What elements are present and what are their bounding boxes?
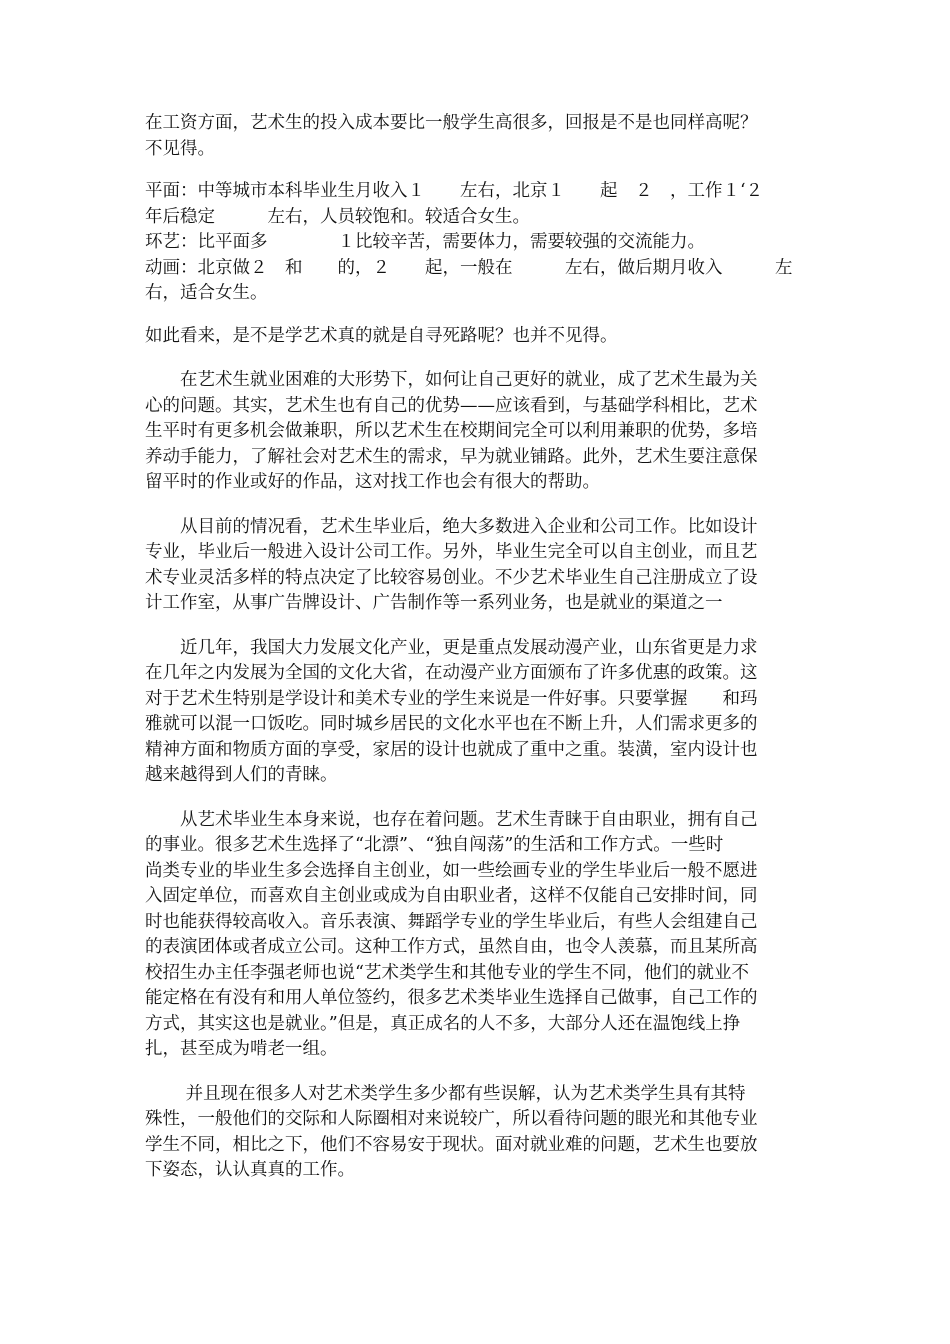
paragraph-major-incomes xyxy=(145,179,805,307)
text-line: 如此看来，是不是学艺术真的就是自寻死路呢？也并不见得。 xyxy=(145,325,618,346)
text-line: 专业，毕业后一般进入设计公司工作。另外，毕业生完全可以自主创业，而且艺 xyxy=(145,542,758,562)
text-line: 越来越得到人们的青睐。 xyxy=(145,765,338,785)
text-line: 在工资方面，艺术生的投入成本要比一般学生高很多，回报是不是也同样高呢？ xyxy=(145,113,758,133)
paragraph-cultural-industry xyxy=(145,636,805,789)
text-line: 近几年，我国大力发展文化产业，更是重点发展动漫产业，山东省更是力求 xyxy=(145,637,758,658)
paragraph-question xyxy=(145,324,805,350)
text-line: 精神方面和物质方面的享受，家居的设计也就成了重中之重。装潢，室内设计也 xyxy=(145,739,758,760)
paragraph-misconceptions xyxy=(145,1082,805,1184)
text-line: 从艺术毕业生本身来说，也存在着问题。艺术生青睐于自由职业，拥有自己 xyxy=(145,809,758,830)
text-line: 对于艺术生特别是学设计和美术专业的学生来说是一件好事。只要掌握 和玛 xyxy=(145,688,758,709)
text-line: 在艺术生就业困难的大形势下，如何让自己更好的就业，成了艺术生最为关 xyxy=(145,370,758,390)
text-line: 殊性，一般他们的交际和人际圈相对来说较广，所以看待问题的眼光和其他专业 xyxy=(145,1109,758,1129)
text-line: 方式，其实这也是就业。”但是，真正成名的人不多，大部分人还在温饱线上挣 xyxy=(145,1013,741,1034)
text-line: 尚类专业的毕业生多会选择自主创业，如一些绘画专业的学生毕业后一般不愿进 xyxy=(145,860,758,881)
text-line: 能定格在有没有和用人单位签约，很多艺术类毕业生选择自己做事，自己工作的 xyxy=(145,988,758,1008)
text-line: 生平时有更多机会做兼职，所以艺术生在校期间完全可以利用兼职的优势，多培 xyxy=(145,421,758,441)
paragraph-graduate-issues xyxy=(145,808,805,1063)
text-line: 并且现在很多人对艺术类学生多少都有些误解，认为艺术类学生具有其特 xyxy=(145,1083,746,1104)
text-line: 入固定单位，而喜欢自主创业或成为自由职业者，这样不仅能自己安排时间，同 xyxy=(145,886,758,906)
text-line: 养动手能力，了解社会对艺术生的需求，早为就业铺路。此外，艺术生要注意保 xyxy=(145,446,758,467)
document-body xyxy=(145,111,805,1184)
text-line: 术专业灵活多样的特点决定了比较容易创业。不少艺术毕业生自己注册成立了设 xyxy=(145,567,758,588)
text-line: 动画：北京做２ 和 的，２ 起，一般在 左右，做后期月收入 左 xyxy=(145,257,793,278)
text-line: 不见得。 xyxy=(145,138,215,159)
text-line: 右，适合女生。 xyxy=(145,283,268,303)
text-line: 留平时的作业或好的作品，这对找工作也会有很大的帮助。 xyxy=(145,472,600,492)
paragraph-career-paths xyxy=(145,515,805,617)
text-line: 环艺：比平面多 １比较辛苦，需要体力，需要较强的交流能力。 xyxy=(145,232,705,252)
text-line: 平面：中等城市本科毕业生月收入１ 左右，北京１ 起 ２ ，工作１‘２ xyxy=(145,181,764,201)
text-line: 的表演团体或者成立公司。这种工作方式，虽然自由，也令人羡慕，而且某所高 xyxy=(145,937,758,957)
text-line: 计工作室，从事广告牌设计、广告制作等一系列业务，也是就业的渠道之一 xyxy=(145,593,723,613)
text-line: 校招生办主任李强老师也说“艺术类学生和其他专业的学生不同，他们的就业不 xyxy=(145,962,749,983)
text-line: 在几年之内发展为全国的文化大省，在动漫产业方面颁布了许多优惠的政策。这 xyxy=(145,663,758,683)
text-line: 雅就可以混一口饭吃。同时城乡居民的文化水平也在不断上升，人们需求更多的 xyxy=(145,714,758,734)
text-line: 心的问题。其实，艺术生也有自己的优势——应该看到，与基础学科相比，艺术 xyxy=(145,395,758,416)
text-line: 学生不同，相比之下，他们不容易安于现状。面对就业难的问题，艺术生也要放 xyxy=(145,1134,758,1155)
paragraph-salary-intro xyxy=(145,111,805,162)
text-line: 的事业。很多艺术生选择了“北漂”、“独自闯荡”的生活和工作方式。一些时 xyxy=(145,835,724,855)
text-line: 下姿态，认认真真的工作。 xyxy=(145,1160,355,1180)
text-line: 从目前的情况看，艺术生毕业后，绝大多数进入企业和公司工作。比如设计 xyxy=(145,516,758,537)
text-line: 年后稳定 左右，人员较饱和。较适合女生。 xyxy=(145,206,530,227)
text-line: 扎，甚至成为啃老一组。 xyxy=(145,1039,338,1059)
text-line: 时也能获得较高收入。音乐表演、舞蹈学专业的学生毕业后，有些人会组建自己 xyxy=(145,911,758,932)
paragraph-advantages xyxy=(145,368,805,496)
